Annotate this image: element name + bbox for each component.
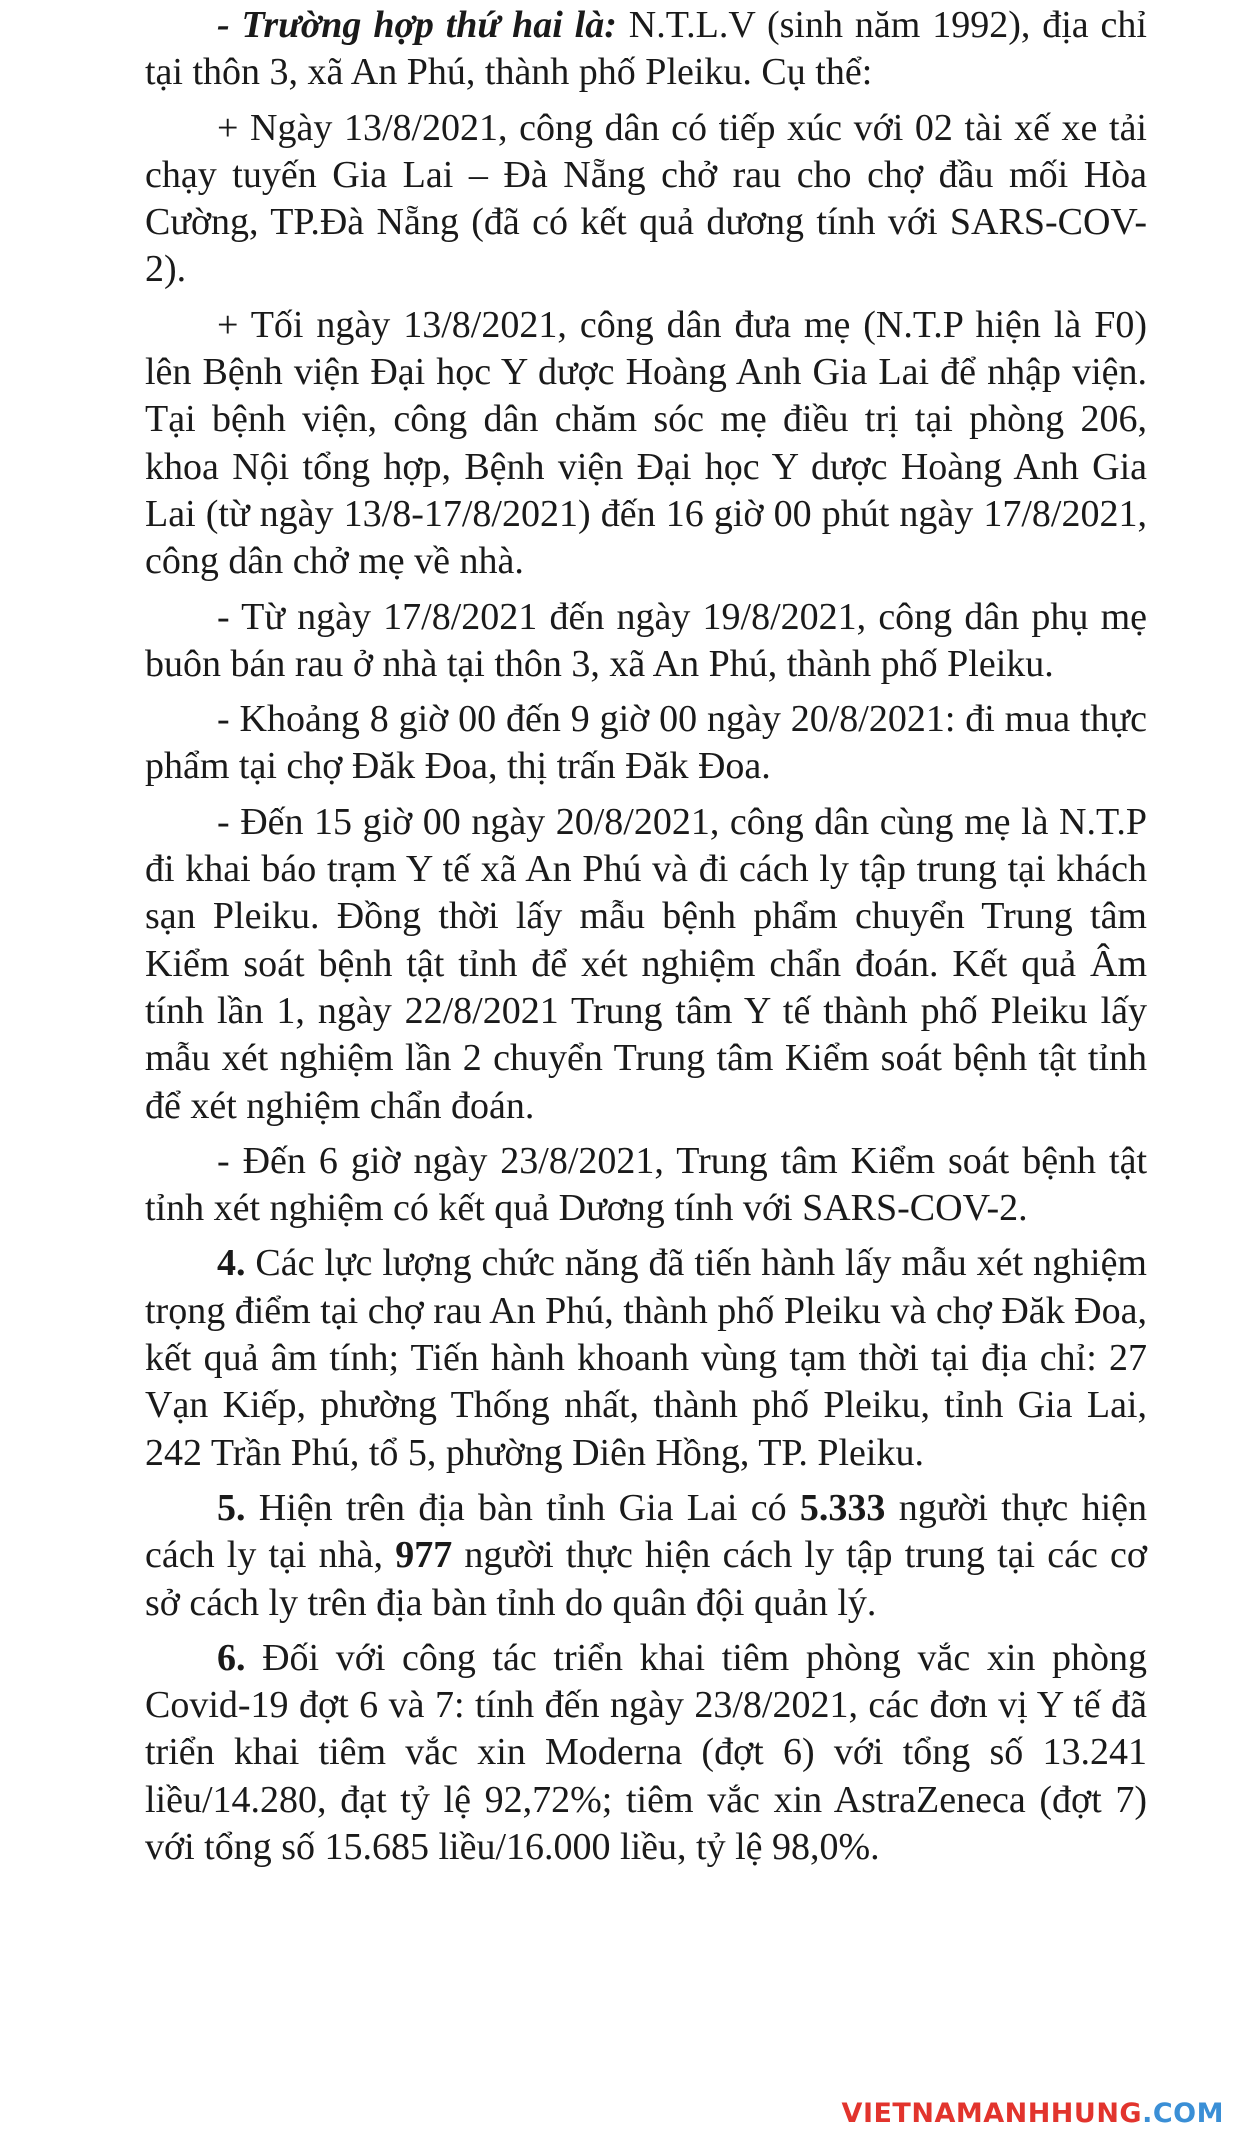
paragraph-item-4 xyxy=(145,1240,1147,1476)
document-page xyxy=(145,0,1147,1871)
central-isolation-count: 977 xyxy=(395,1534,453,1577)
paragraph-contact-drivers: + Ngày 13/8/2021, công dân có tiếp xúc với 02 tài xế xe tải chạy tuyến Gia Lai – Đà Nẵng chở rau cho chợ đầu mối Hòa Cường, TP.Đà Nẵng (đã có kết quả dương tính với SARS-COV-2). xyxy=(145,106,1147,291)
site-watermark xyxy=(842,2098,1224,2129)
item-6-number: 6. xyxy=(217,1636,246,1679)
paragraph-case-two xyxy=(145,2,1147,97)
watermark-main: VIETNAMANHHUNG xyxy=(841,2098,1143,2129)
item-5-number: 5. xyxy=(217,1486,246,1529)
paragraph-hospital-visit: + Tối ngày 13/8/2021, công dân đưa mẹ (N.T.P hiện là F0) lên Bệnh viện Đại học Y dược Hoàng Anh Gia Lai để nhập viện. Tại bệnh viện, công dân chăm sóc mẹ điều trị tại phòng 206, khoa Nội tổng hợp, Bệnh viện Đại học Y dược Hoàng Anh Gia Lai (từ ngày 13/8-17/8/2021) đến 16 giờ 00 phút ngày 17/8/2021, công dân chở mẹ về nhà. xyxy=(145,303,1147,583)
paragraph-market-trip: - Khoảng 8 giờ 00 đến 9 giờ 00 ngày 20/8/2021: đi mua thực phẩm tại chợ Đăk Đoa, thị trấn Đăk Đoa. xyxy=(145,698,1147,788)
item-5-text-b: người thực hiện cách ly tại nhà, xyxy=(145,1486,1147,1577)
paragraph-item-6 xyxy=(145,1635,1147,1871)
paragraph-positive-result: - Đến 6 giờ ngày 23/8/2021, Trung tâm Kiểm soát bệnh tật tỉnh xét nghiệm có kết quả Dương tính với SARS-COV-2. xyxy=(145,1139,1147,1230)
home-isolation-count: 5.333 xyxy=(799,1486,886,1529)
watermark-tail: .COM xyxy=(1142,2098,1224,2129)
paragraph-selling-vegetables: - Từ ngày 17/8/2021 đến ngày 19/8/2021, công dân phụ mẹ buôn bán rau ở nhà tại thôn 3, xã An Phú, thành phố Pleiku. xyxy=(145,595,1147,685)
item-5-text-a: Hiện trên địa bàn tỉnh Gia Lai có xyxy=(245,1486,800,1529)
paragraph-quarantine-testing: - Đến 15 giờ 00 ngày 20/8/2021, công dân cùng mẹ là N.T.P đi khai báo trạm Y tế xã An Phú và đi cách ly tập trung tại khách sạn Pleiku. Đồng thời lấy mẫu bệnh phẩm chuyển Trung tâm Kiểm soát bệnh tật tỉnh để xét nghiệm chẩn đoán. Kết quả Âm tính lần 1, ngày 22/8/2021 Trung tâm Y tế thành phố Pleiku lấy mẫu xét nghiệm lần 2 chuyển Trung tâm Kiểm soát bệnh tật tỉnh để xét nghiệm chẩn đoán. xyxy=(145,800,1147,1127)
item-4-text: Các lực lượng chức năng đã tiến hành lấy mẫu xét nghiệm trọng điểm tại chợ rau An Phú, thành phố Pleiku và chợ Đăk Đoa, kết quả âm tính; Tiến hành khoanh vùng tạm thời tại địa chỉ: 27 Vạn Kiếp, phường Thống nhất, thành phố Pleiku, tỉnh Gia Lai, 242 Trần Phú, tổ 5, phường Diên Hồng, TP. Pleiku. xyxy=(145,1242,1147,1474)
item-6-text: Đối với công tác triển khai tiêm phòng vắc xin phòng Covid-19 đợt 6 và 7: tính đến ngày 23/8/2021, các đơn vị Y tế đã triển khai tiêm vắc xin Moderna (đợt 6) với tổng số 13.241 liều/14.280, đạt tỷ lệ 92,72%; tiêm vắc xin AstraZeneca (đợt 7) với tổng số 15.685 liều/16.000 liều, tỷ lệ 98,0%. xyxy=(145,1636,1147,1868)
case-two-heading: - Trường hợp thứ hai là: xyxy=(217,4,617,46)
item-5-text-c: người thực hiện cách ly tập trung tại các cơ sở cách ly trên địa bàn tỉnh do quân đội quản lý. xyxy=(145,1534,1147,1624)
item-4-number: 4. xyxy=(217,1242,246,1285)
paragraph-item-5 xyxy=(145,1485,1147,1627)
case-two-text: N.T.L.V (sinh năm 1992), địa chỉ tại thôn 3, xã An Phú, thành phố Pleiku. Cụ thể: xyxy=(145,4,1147,94)
